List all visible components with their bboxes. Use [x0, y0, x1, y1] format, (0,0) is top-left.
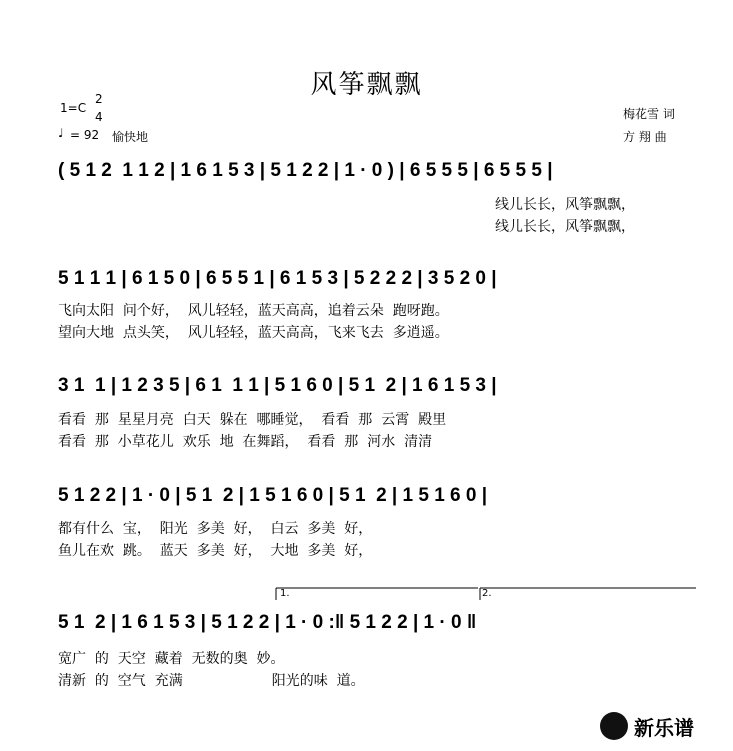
- volta-1-label: 1.: [280, 588, 290, 599]
- lyricist: 梅花雪 词: [623, 107, 675, 121]
- song-title: 风筝飘飘: [310, 70, 423, 100]
- lyric-row-4-verse-1: 都有什么 宝， 阳光 多美 好， 白云 多美 好，: [58, 521, 373, 537]
- lyric-row-5-verse-2: 清新 的 空气 充满 阳光的味 道。: [58, 673, 365, 689]
- lyric-row-4-verse-2: 鱼儿在欢 跳。 蓝天 多美 好， 大地 多美 好，: [58, 543, 373, 559]
- tempo: = 92: [70, 128, 100, 142]
- composer: 方 翔 曲: [623, 130, 667, 144]
- score-row-4: 5 1 2 2 | 1 · 0 | 5 1 2 | 1 5 1 6 0 | 5 1 2 | 1 5 1 6 0 |: [58, 485, 488, 506]
- score-row-2: 5 1 1 1 | 6 1 5 0 | 6 5 5 1 | 6 1 5 3 | 5 2 2 2 | 3 5 2 0 |: [58, 268, 497, 289]
- lyric-row-3-verse-1: 看看 那 星星月亮 白天 躲在 哪睡觉， 看看 那 云霄 殿里: [58, 412, 447, 428]
- score-row-5: 5 1 2 | 1 6 1 5 3 | 5 1 2 2 | 1 · 0 :‖ 5 1 2 2 | 1 · 0 ‖: [58, 612, 477, 633]
- lyric-row-1-verse-2: 线儿长长，风筝飘飘，: [495, 219, 635, 235]
- lyric-row-3-verse-2: 看看 那 小草花儿 欢乐 地 在舞蹈， 看看 那 河水 清清: [58, 434, 433, 450]
- lyric-row-2-verse-2: 望向大地 点头笑， 风儿轻轻，蓝天高高，飞来飞去 多逍遥。: [58, 325, 449, 341]
- tempo-mark: 愉快地: [112, 130, 149, 144]
- lyric-row-5-verse-1: 宽广 的 天空 藏着 无数的奥 妙。: [58, 651, 285, 667]
- time-signature-top: 2: [95, 92, 103, 106]
- key-signature: 1=C: [60, 101, 87, 115]
- logo-record-icon: [600, 712, 628, 740]
- score-row-1: ( 5 1 2 1 1 2 | 1 6 1 5 3 | 5 1 2 2 | 1 · 0 ) | 6 5 5 5 | 6 5 5 5 |: [58, 160, 553, 181]
- lyric-row-2-verse-1: 飞向太阳 问个好， 风儿轻轻，蓝天高高，追着云朵 跑呀跑。: [58, 303, 449, 319]
- volta-2-label: 2.: [482, 588, 492, 599]
- site-logo: 新乐谱: [634, 716, 694, 740]
- time-signature-bottom: 4: [95, 110, 103, 124]
- note-icon: ♩: [58, 126, 64, 140]
- score-row-3: 3 1 1 | 1 2 3 5 | 6 1 1 1 | 5 1 6 0 | 5 1 2 | 1 6 1 5 3 |: [58, 375, 497, 396]
- lyric-row-1-verse-1: 线儿长长，风筝飘飘，: [495, 197, 635, 213]
